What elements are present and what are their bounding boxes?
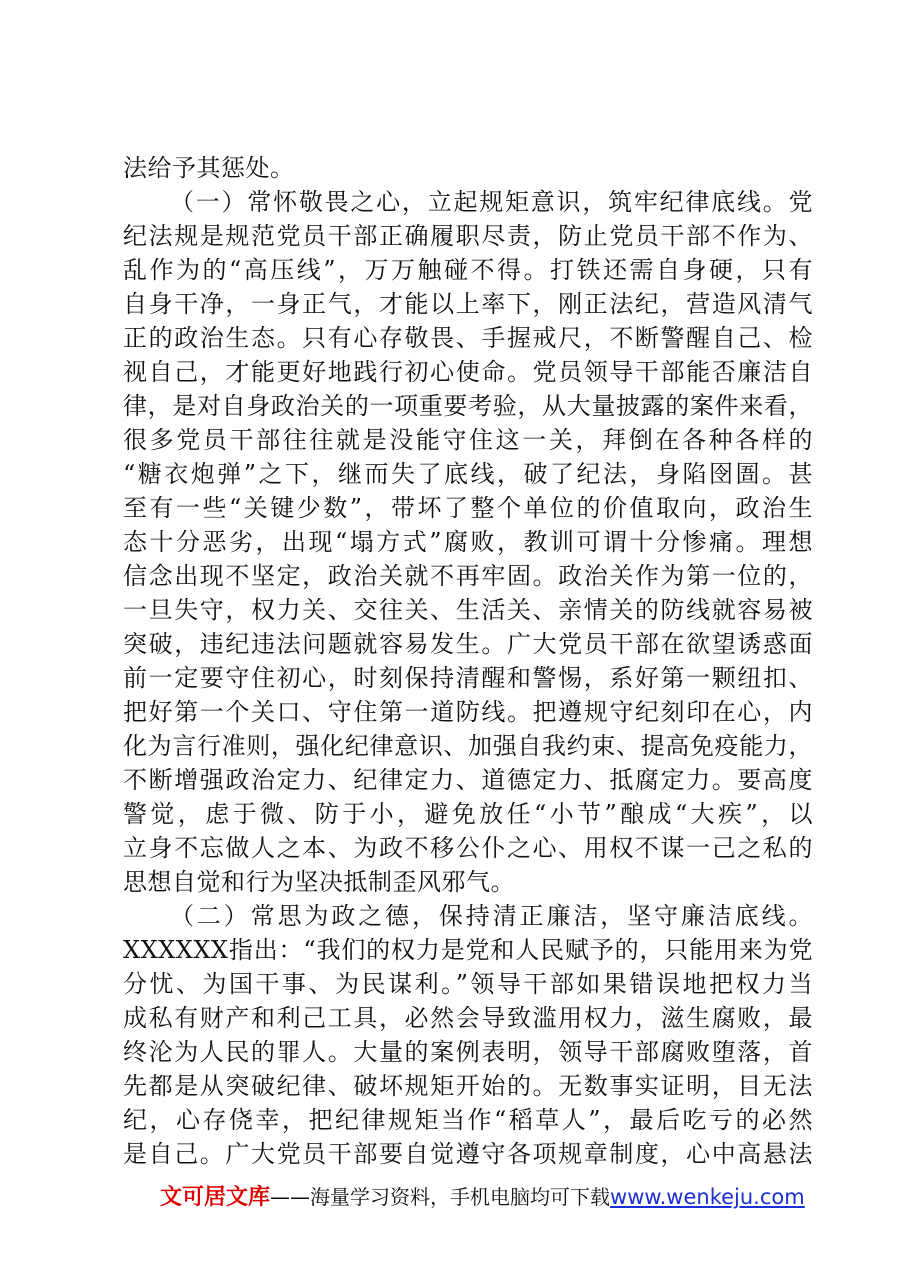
body-line: 化为言行准则，强化纪律意识、加强自我约束、提高免疫能力， — [123, 732, 813, 760]
body-line: 纪，心存侥幸，把纪律规矩当作“稻草人”，最后吃亏的必然 — [123, 1106, 813, 1134]
body-line: 自身干净，一身正气，才能以上率下，刚正法纪，营造风清气 — [123, 290, 813, 318]
body-line: XXXXXX指出：“我们的权力是党和人民赋予的，只能用来为党 — [123, 936, 813, 964]
body-line: 很多党员干部往往就是没能守住这一关，拜倒在各种各样的 — [123, 426, 813, 454]
body-line: 至有一些“关键少数”，带坏了整个单位的价值取向，政治生 — [123, 494, 813, 522]
body-line: 终沦为人民的罪人。大量的案例表明，领导干部腐败堕落，首 — [123, 1038, 813, 1066]
body-line: 信念出现不坚定，政治关就不再牢固。政治关作为第一位的， — [123, 562, 813, 590]
body-line: 先都是从突破纪律、破坏规矩开始的。无数事实证明，目无法 — [123, 1072, 813, 1100]
body-line: 态十分恶劣，出现“塌方式”腐败，教训可谓十分惨痛。理想 — [123, 528, 813, 556]
body-line: 一旦失守，权力关、交往关、生活关、亲情关的防线就容易被 — [123, 596, 813, 624]
body-line: 前一定要守住初心，时刻保持清醒和警惕，系好第一颗纽扣、 — [123, 664, 813, 692]
body-line: 乱作为的“高压线”，万万触碰不得。打铁还需自身硬，只有 — [123, 256, 813, 284]
body-line: 纪法规是规范党员干部正确履职尽责，防止党员干部不作为、 — [123, 222, 813, 250]
footer-brand: 文可居文库 — [160, 1185, 271, 1210]
body-line: 是自己。广大党员干部要自觉遵守各项规章制度，心中高悬法 — [123, 1140, 813, 1168]
footer-banner — [160, 1180, 805, 1214]
section-heading-2: （二）常思为政之德，保持清正廉洁，坚守廉洁底线。 — [170, 902, 813, 930]
body-line: 法给予其惩处。 — [123, 154, 295, 182]
body-line: 律，是对自身政治关的一项重要考验，从大量披露的案件来看， — [123, 392, 813, 420]
body-line: 把好第一个关口、守住第一道防线。把遵规守纪刻印在心，内 — [123, 698, 813, 726]
body-line: 思想自觉和行为坚决抵制歪风邪气。 — [123, 868, 515, 896]
body-line: “糖衣炮弹”之下，继而失了底线，破了纪法，身陷囹圄。甚 — [123, 460, 813, 488]
footer-site-link[interactable]: www.wenkeju.com — [610, 1185, 805, 1209]
footer-slogan: ——海量学习资料，手机电脑均可下载 — [270, 1185, 611, 1209]
body-line: 视自己，才能更好地践行初心使命。党员领导干部能否廉洁自 — [123, 358, 813, 386]
body-line: 不断增强政治定力、纪律定力、道德定力、抵腐定力。要高度 — [123, 766, 813, 794]
section-heading-1: （一）常怀敬畏之心，立起规矩意识，筑牢纪律底线。党 — [170, 188, 813, 216]
body-line: 分忧、为国干事、为民谋利。”领导干部如果错误地把权力当 — [123, 970, 813, 998]
body-line: 警觉，虑于微、防于小，避免放任“小节”酿成“大疾”，以 — [123, 800, 813, 828]
body-line: 立身不忘做人之本、为政不移公仆之心、用权不谋一己之私的 — [123, 834, 813, 862]
body-line: 正的政治生态。只有心存敬畏、手握戒尺，不断警醒自己、检 — [123, 324, 813, 352]
body-line: 突破，违纪违法问题就容易发生。广大党员干部在欲望诱惑面 — [123, 630, 813, 658]
body-line: 成私有财产和利己工具，必然会导致滥用权力，滋生腐败，最 — [123, 1004, 813, 1032]
